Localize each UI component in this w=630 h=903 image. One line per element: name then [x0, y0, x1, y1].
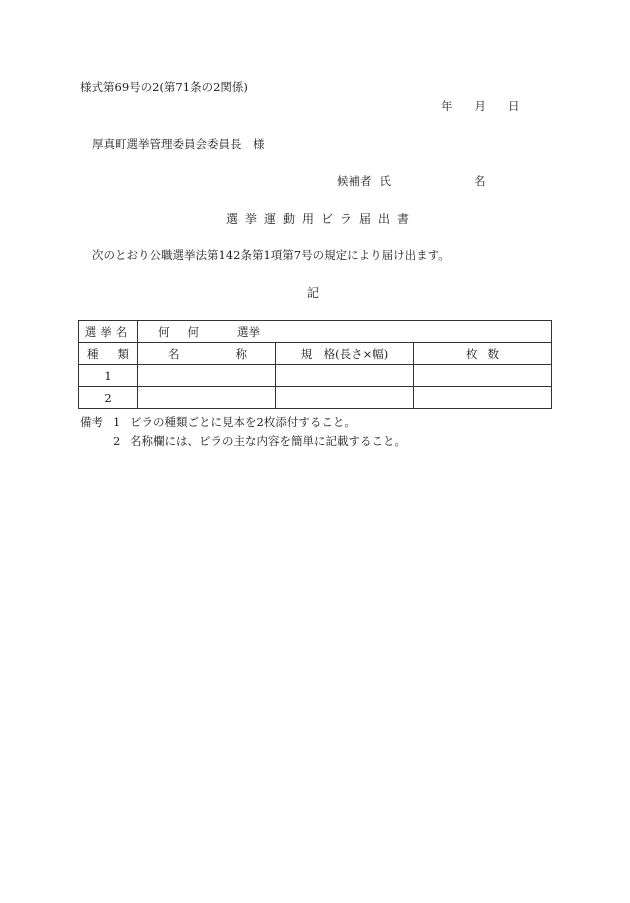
document-title: 選挙運動用ビラ届出書 — [226, 212, 417, 226]
row-size-cell[interactable] — [276, 365, 414, 387]
date-line — [441, 101, 520, 113]
header-count — [414, 343, 552, 365]
candidate-name-2: 名 — [474, 174, 486, 188]
note-number: 2 — [113, 434, 121, 448]
note-number: 1 — [113, 415, 121, 429]
note-text: ビラの種類ごとに見本を2枚添付すること。 — [130, 415, 356, 429]
ki-heading: 記 — [307, 286, 320, 300]
header-row — [79, 343, 552, 365]
date-year: 年 — [441, 99, 453, 113]
candidate-name-1: 氏 — [379, 174, 391, 188]
row-number: 2 — [79, 387, 138, 409]
date-day: 日 — [508, 99, 520, 113]
intro-text: 次のとおり公職選挙法第142条第1項第7号の規定により届け出ます。 — [92, 248, 450, 262]
table-row — [79, 387, 552, 409]
election-label: 選挙名 — [84, 324, 132, 339]
candidate-label: 候補者 — [337, 174, 372, 188]
note-item — [113, 436, 406, 448]
row-size-cell[interactable] — [276, 387, 414, 409]
note-text: 名称欄には、ビラの主な内容を簡単に記載すること。 — [130, 434, 406, 448]
record-table — [78, 320, 552, 409]
candidate-line — [337, 176, 486, 188]
row-name-cell[interactable] — [138, 365, 276, 387]
election-label-cell — [79, 321, 138, 343]
header-type-a: 種 — [87, 346, 99, 361]
election-value-cell[interactable] — [138, 321, 552, 343]
row-count-cell[interactable] — [414, 365, 552, 387]
election-value-part3: 選挙 — [237, 324, 260, 339]
header-count-text: 枚数 — [466, 346, 509, 361]
header-size: 規 格(長さ×幅) — [276, 343, 414, 365]
date-month: 月 — [474, 99, 486, 113]
header-type — [79, 343, 138, 365]
header-name-b: 称 — [235, 346, 247, 361]
note-item — [113, 417, 356, 429]
table-row — [79, 365, 552, 387]
row-count-cell[interactable] — [414, 387, 552, 409]
header-name — [138, 343, 276, 365]
election-row — [79, 321, 552, 343]
row-name-cell[interactable] — [138, 387, 276, 409]
header-type-b: 類 — [117, 346, 129, 361]
election-value-part1: 何 — [158, 324, 170, 339]
header-name-a: 名 — [168, 346, 180, 361]
row-number: 1 — [79, 365, 138, 387]
form-number: 様式第69号の2(第71条の2関係) — [80, 80, 248, 94]
notes-label: 備考 — [80, 415, 103, 429]
addressee: 厚真町選挙管理委員会委員長 様 — [92, 137, 265, 151]
election-value-part2: 何 — [187, 324, 199, 339]
